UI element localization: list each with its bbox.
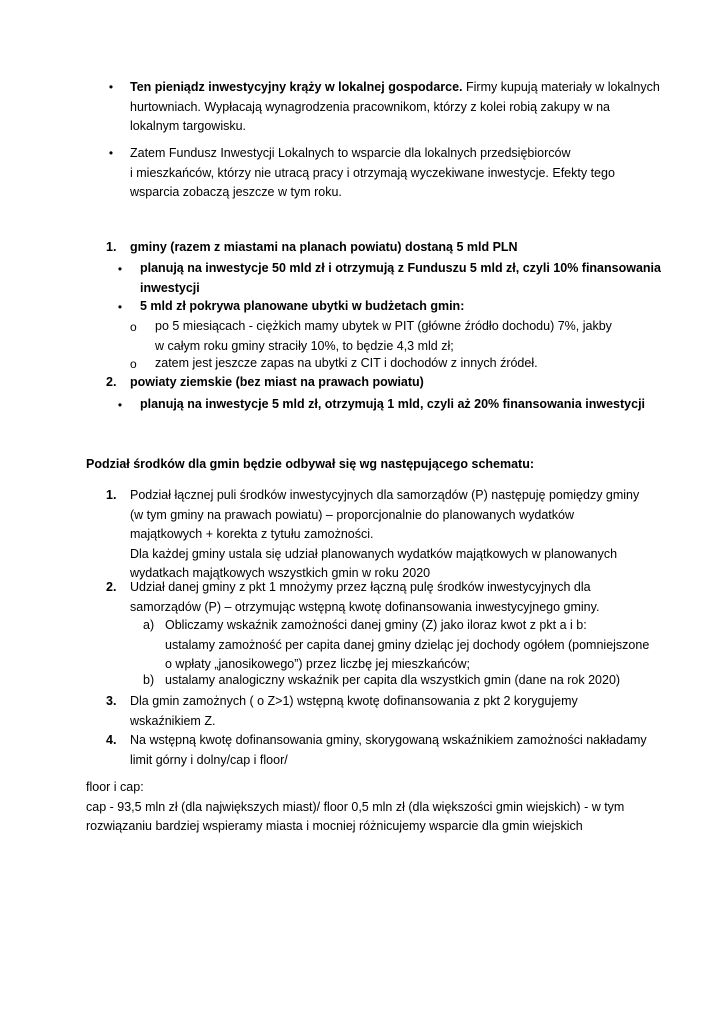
section1-subitem-1 [155,317,612,356]
step-text: wskaźnikiem Z. [130,713,216,728]
step-2a [165,616,649,675]
step-1 [130,486,639,584]
floor-cap-note [86,778,624,837]
step-4 [130,731,647,770]
floor-cap-text: rozwiązaniu bardziej wspieramy miasta i mocniej różnicujemy wsparcie dla gmin wiejskich [86,819,583,833]
circle-bullet-icon: o [130,357,137,371]
section2-bullet-1: planują na inwestycje 5 mld zł, otrzymują 1 mld, czyli aż 20% finansowania inwestycji [140,397,646,411]
step-text: Dla każdej gminy ustala się udział planowanych wydatków majątkowych w planowanych [130,546,618,561]
list-number: 1. [106,488,117,502]
intro-bullet-text: i mieszkańców, którzy nie utracą pracy i otrzymają wyczekiwane inwestycje. Efekty tego [130,165,615,180]
step-text: (w tym gminy na prawach powiatu) – proporcjonalnie do planowanych wydatków [130,507,574,522]
bullet-icon: • [117,262,123,276]
bullet-text: inwestycji [140,280,200,295]
floor-cap-text: cap - 93,5 mln zł (dla największych miast)/ floor 0,5 mln zł (dla większości gmin wiejskich) - w tym [86,799,625,814]
step-text: Udział danej gminy z pkt 1 mnożymy przez łączną pulę środków inwestycyjnych dla [130,580,591,594]
list-number: 2. [106,580,117,594]
step-text: samorządów (P) – otrzymując wstępną kwotę dofinansowania inwestycyjnego gminy. [130,599,600,614]
intro-bullet-text: Zatem Fundusz Inwestycji Lokalnych to wsparcie dla lokalnych przedsiębiorców [130,146,571,160]
sublist-letter: b) [143,673,155,687]
intro-bullet-text: lokalnym targowisku. [130,119,247,133]
step-3 [130,692,578,731]
bullet-icon: • [108,146,114,160]
intro-bullet-1 [130,78,660,137]
intro-bullet-lead: Ten pieniądz inwestycyjny krąży w lokalnej gospodarce. [130,80,463,94]
sublist-letter: a) [143,618,155,632]
step-2b: ustalamy analogiczny wskaźnik per capita dla wszystkich gmin (dane na rok 2020) [165,673,621,687]
subitem-text: po 5 miesiącach - ciężkich mamy ubytek w PIT (główne źródło dochodu) 7%, jakby [155,319,612,333]
circle-bullet-icon: o [130,320,137,334]
bullet-icon: • [108,80,114,94]
section2-title: powiaty ziemskie (bez miast na prawach powiatu) [130,375,424,389]
bullet-icon: • [117,398,123,412]
section1-bullet-2: 5 mld zł pokrywa planowane ubytki w budżetach gmin: [140,299,465,313]
step-text: limit górny i dolny/cap i floor/ [130,752,288,767]
section1-title: gminy (razem z miastami na planach powiatu) dostaną 5 mld PLN [130,240,518,254]
step-2 [130,578,599,617]
bullet-icon: • [117,300,123,314]
step-text: ustalamy zamożność per capita danej gminy dzieląc jej dochody ogółem (pomniejszone [165,637,650,652]
bullet-text: planują na inwestycje 50 mld zł i otrzymują z Funduszu 5 mld zł, czyli 10% finansowania [140,261,661,275]
step-text: Obliczamy wskaźnik zamożności danej gminy (Z) jako iloraz kwot z pkt a i b: [165,618,587,632]
section1-bullet-1 [140,259,661,298]
scheme-heading: Podział środków dla gmin będzie odbywał się wg następującego schematu: [86,457,535,471]
step-text: Na wstępną kwotę dofinansowania gminy, skorygowaną wskaźnikiem zamożności nakładamy [130,733,647,747]
subitem-text: w całym roku gminy straciły 10%, to będzie 4,3 mld zł; [155,338,454,353]
intro-bullet-2 [130,144,638,203]
list-number: 4. [106,733,117,747]
step-text: majątkowych + korekta z tytułu zamożności. [130,527,374,541]
step-text: Podział łącznej puli środków inwestycyjnych dla samorządów (P) następuję pomiędzy gminy [130,488,640,502]
intro-bullet-text: hurtowniach. Wypłacają wynagrodzenia pracownikom, którzy z kolei robią zakupy w na [130,99,610,114]
intro-bullet-text: Firmy kupują materiały w lokalnych [462,80,660,94]
list-number: 1. [106,240,117,254]
step-text: Dla gmin zamożnych ( o Z>1) wstępną kwotę dofinansowania z pkt 2 korygujemy [130,694,578,708]
list-number: 2. [106,375,117,389]
list-number: 3. [106,694,117,708]
floor-cap-text: floor i cap: [86,780,144,794]
step-text: o wpłaty „janosikowego”) przez liczbę jej mieszkańców; [165,657,470,671]
step-text: wydatkach majątkowych wszystkich gmin w roku 2020 [130,566,431,580]
intro-bullet-text: wsparcia zobaczą jeszcze w tym roku. [130,185,342,199]
section1-subitem-2: zatem jest jeszcze zapas na ubytki z CIT i dochodów z innych źródeł. [155,356,538,370]
